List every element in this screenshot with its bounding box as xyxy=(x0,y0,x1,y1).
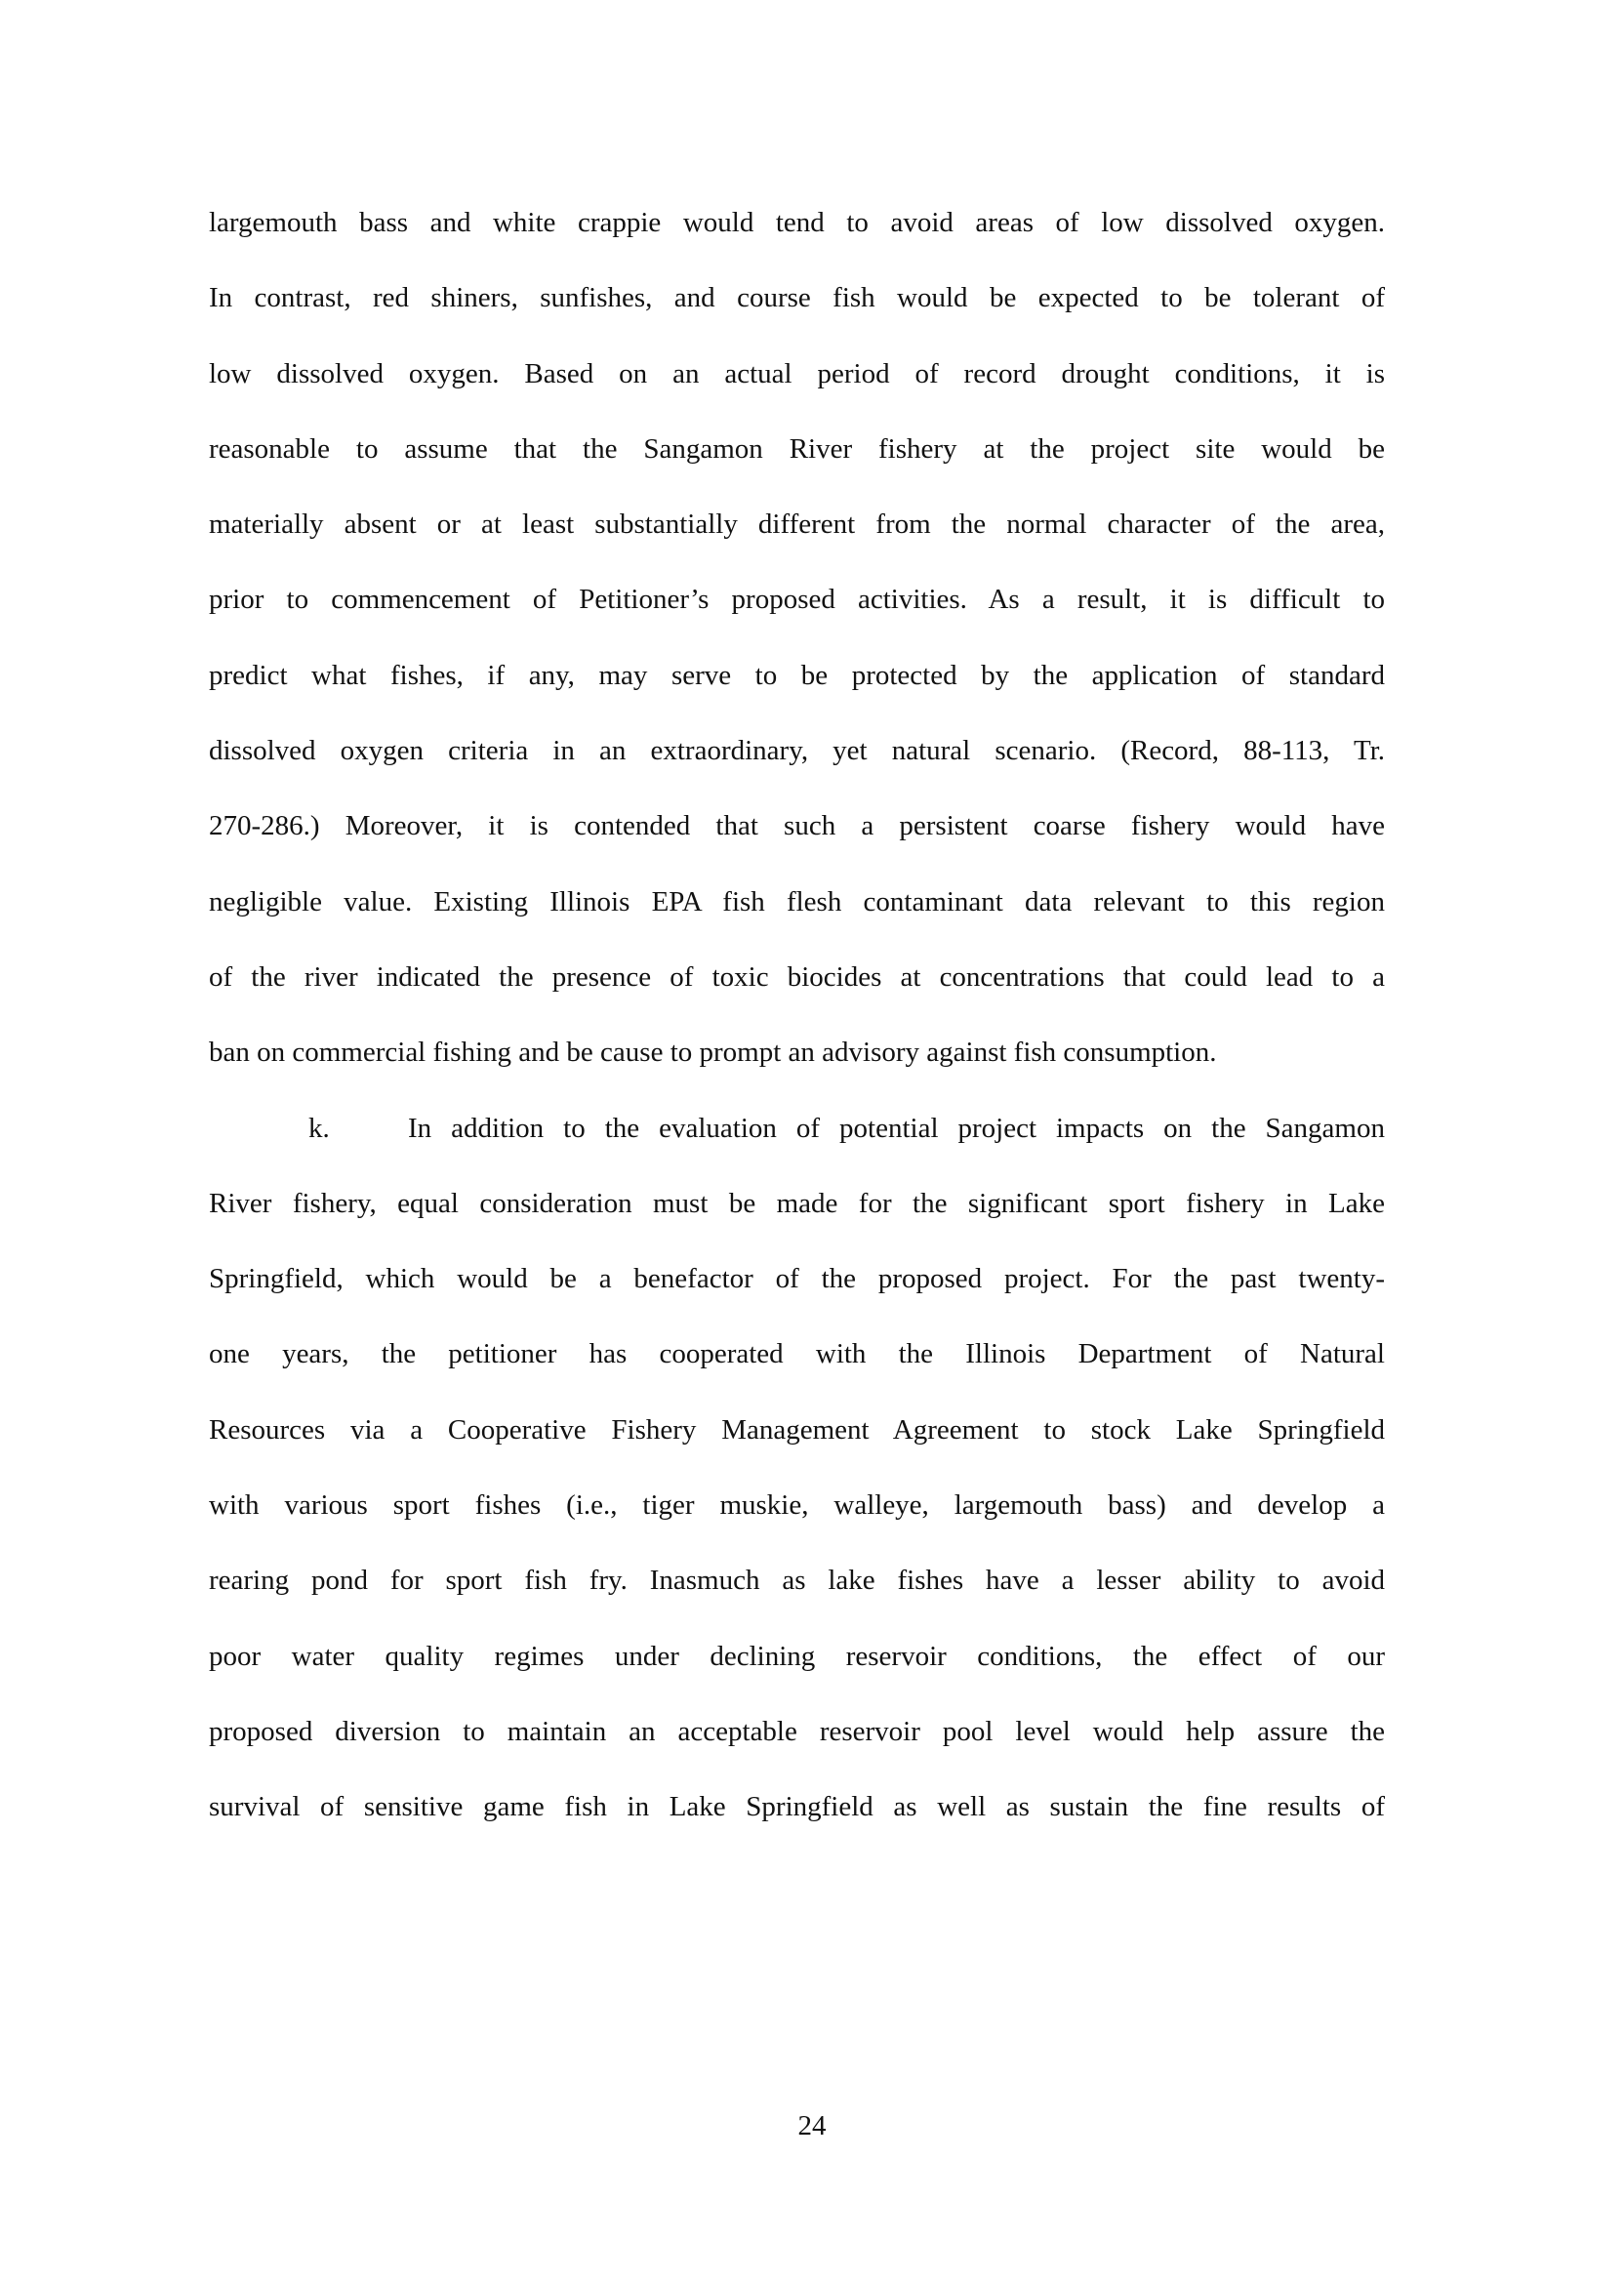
text-line xyxy=(209,275,1385,350)
text-line xyxy=(209,803,1385,878)
text-line xyxy=(209,1331,1385,1406)
line-text: prior to commencement of Petitioner’s proposed activities. As a result, it is difficult to xyxy=(209,584,1385,616)
line-text: In addition to the evaluation of potential project impacts on the Sangamon xyxy=(408,1112,1385,1144)
text-line xyxy=(209,879,1385,955)
text-line xyxy=(209,200,1385,275)
text-line xyxy=(209,728,1385,803)
text-line xyxy=(209,577,1385,652)
text-line xyxy=(209,1709,1385,1784)
line-text: largemouth bass and white crappie would tend to avoid areas of low dissolved oxygen. xyxy=(209,207,1385,238)
page-number: 24 xyxy=(797,2110,827,2141)
line-text: dissolved oxygen criteria in an extraordinary, yet natural scenario. (Record, 88-113, Tr. xyxy=(209,735,1385,767)
text-line xyxy=(209,1407,1385,1483)
text-line xyxy=(209,1483,1385,1558)
line-text: poor water quality regimes under declining reservoir conditions, the effect of our xyxy=(209,1640,1385,1672)
line-text: reasonable to assume that the Sangamon River fishery at the project site would be xyxy=(209,432,1385,465)
line-text: In contrast, red shiners, sunfishes, and course fish would be expected to be tolerant of xyxy=(209,282,1385,314)
line-text: ban on commercial fishing and be cause to prompt an advisory against fish consumption. xyxy=(209,1037,1217,1069)
text-line xyxy=(209,1784,1385,1859)
line-text: Resources via a Cooperative Fishery Management Agreement to stock Lake Springfield xyxy=(209,1413,1385,1446)
line-text: with various sport fishes (i.e., tiger muskie, walleye, largemouth bass) and develop a xyxy=(209,1489,1385,1522)
body-text xyxy=(209,200,1385,1860)
line-text: predict what fishes, if any, may serve to be protected by the application of standard xyxy=(209,659,1385,691)
text-line xyxy=(209,1634,1385,1709)
text-line xyxy=(209,502,1385,577)
text-line xyxy=(209,351,1385,427)
line-text: River fishery, equal consideration must be made for the significant sport fishery in Lake xyxy=(209,1187,1385,1219)
text-line xyxy=(209,653,1385,728)
line-text: Springfield, which would be a benefactor of the proposed project. For the past twenty- xyxy=(209,1263,1385,1295)
line-text: materially absent or at least substantially different from the normal character of the area, xyxy=(209,509,1385,541)
line-text: one years, the petitioner has cooperated with the Illinois Department of Natural xyxy=(209,1338,1385,1370)
text-line xyxy=(209,1256,1385,1331)
line-text: of the river indicated the presence of toxic biocides at concentrations that could lead to a xyxy=(209,960,1385,993)
line-text: negligible value. Existing Illinois EPA fish flesh contaminant data relevant to this region xyxy=(209,885,1385,917)
paragraph-label: k. xyxy=(308,1112,330,1144)
text-line xyxy=(209,1558,1385,1633)
line-text: low dissolved oxygen. Based on an actual period of record drought conditions, it is xyxy=(209,357,1385,389)
text-line xyxy=(209,1106,1385,1181)
line-text: proposed diversion to maintain an acceptable reservoir pool level would help assure the xyxy=(209,1715,1385,1747)
line-text: 270-286.) Moreover, it is contended that such a persistent coarse fishery would have xyxy=(209,810,1385,842)
line-text: rearing pond for sport fish fry. Inasmuch as lake fishes have a lesser ability to avoid xyxy=(209,1565,1385,1597)
text-line xyxy=(209,1030,1385,1105)
line-text: survival of sensitive game fish in Lake Springfield as well as sustain the fine results of xyxy=(209,1791,1385,1823)
text-line xyxy=(209,1181,1385,1256)
text-line xyxy=(209,427,1385,502)
text-line xyxy=(209,955,1385,1030)
